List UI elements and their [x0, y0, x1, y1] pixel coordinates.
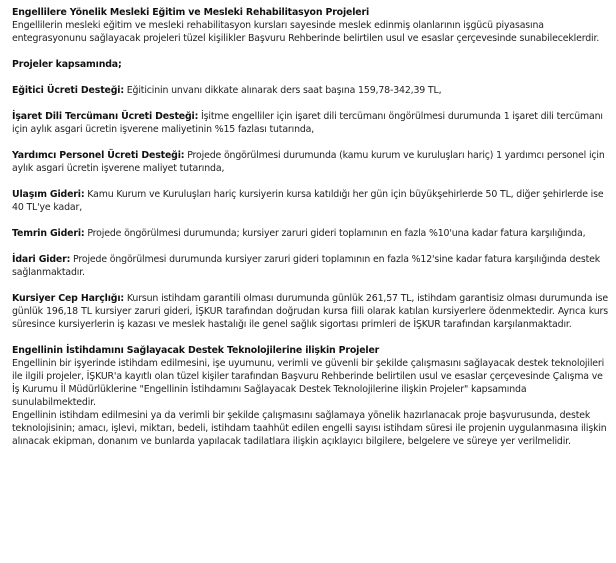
- item-temrin-gideri: [12, 227, 608, 240]
- item-label: Kursiyer Cep Harçlığı:: [12, 293, 124, 304]
- section1-intro: Engellilerin mesleki eğitim ve mesleki rehabilitasyon kursları sayesinde meslek edinmiş olanlarının işgücü piyasasına entegrasyonunu sağlayacak projeleri tüzel kişilikler Başvuru Rehberinde belirtilen usul ve esaslar çerçevesinde sunabileceklerdir.: [12, 20, 600, 44]
- item-text: Kursun istihdam garantili olması durumunda günlük 261,57 TL, istihdam garantisiz olması durumunda ise günlük 196,18 TL kursiyer zaruri gideri, İŞKUR tarafından doğrudan kursa fiili olarak katılan kursiyerlere ödenmektedir. Ayrıca kurs süresince kursiyerlerin iş kazası ve meslek hastalığı ile genel sağlık sigortası primleri de İŞKUR tarafından karşılanmaktadır.: [12, 293, 608, 330]
- item-label: Yardımcı Personel Ücreti Desteği:: [12, 150, 185, 161]
- item-text: İşitme engelliler için işaret dili tercümanı öngörülmesi durumunda 1 işaret dili tercümanı için aylık asgari ücretin işverene maliyetinin %15 fazlası tutarında,: [12, 111, 603, 135]
- section1-title: Engellilere Yönelik Mesleki Eğitim ve Mesleki Rehabilitasyon Projeleri: [12, 7, 370, 18]
- item-idari-gider: [12, 253, 608, 279]
- item-isaret-dili: [12, 110, 608, 136]
- item-cep-harcligi: [12, 292, 608, 331]
- section2-title: Engellinin İstihdamını Sağlayacak Destek Teknolojilerine ilişkin Projeler: [12, 345, 380, 356]
- item-text: Kamu Kurum ve Kuruluşları hariç kursiyerin kursa katıldığı her gün için büyükşehirlerde 50 TL, diğer şehirlerde ise 40 TL'ye kadar,: [12, 189, 604, 213]
- item-label: Ulaşım Gideri:: [12, 189, 85, 200]
- item-label: Temrin Gideri:: [12, 228, 85, 239]
- item-text: Projede öngörülmesi durumunda kursiyer zaruri gideri toplamının en fazla %12'sine kadar fatura karşılığında destek sağlanmaktadır.: [12, 254, 601, 278]
- item-text: Projede öngörülmesi durumunda (kamu kurum ve kuruluşları hariç) 1 yardımcı personel için aylık asgari ücretin işverene maliyet tutarında,: [12, 150, 605, 174]
- item-label: Eğitici Ücreti Desteği:: [12, 85, 124, 96]
- item-label: İdari Gider:: [12, 254, 71, 265]
- section2-para1: Engellinin bir işyerinde istihdam edilmesini, işe uyumunu, verimli ve güvenli bir şekilde çalışmasını sağlayacak destek teknolojileri ile ilgili projeler, İŞKUR'a kayıtlı olan tüzel kişiler tarafından Başvuru Rehberinde belirtilen usul ve esaslar çerçevesinde Çalışma ve İş Kurumu İl Müdürlüklerine "Engellinin İstihdamını Sağlayacak Destek Teknolojilerine ilişkin Projeler" kapsamında sunulabilmektedir.: [12, 358, 605, 408]
- item-ulasim-gideri: [12, 188, 608, 214]
- scope-heading: Projeler kapsamında;: [12, 59, 122, 70]
- item-egitici-ucreti: [12, 84, 608, 97]
- item-text: Eğiticinin unvanı dikkate alınarak ders saat başına 159,78-342,39 TL,: [123, 85, 442, 96]
- item-yardimci-personel: [12, 149, 608, 175]
- item-label: İşaret Dili Tercümanı Ücreti Desteği:: [12, 111, 199, 122]
- item-text: Projede öngörülmesi durumunda; kursiyer zaruri gideri toplamının en fazla %10'una kadar fatura karşılığında,: [84, 228, 586, 239]
- section2-para2: Engellinin istihdam edilmesini ya da verimli bir şekilde çalışmasını sağlamaya yönelik hazırlanacak proje başvurusunda, destek teknolojisinin; amacı, işlevi, miktarı, bedeli, istihdam taahhüt edilen engelli sayısı istihdam süresi ile projenin uygulanmasına ilişkin alınacak ekipman, donanım ve bunlarda yapılacak tadilatlara ilişkin açıklayıcı bilgilere, belgelere ve süreye yer verilmelidir.: [12, 410, 607, 447]
